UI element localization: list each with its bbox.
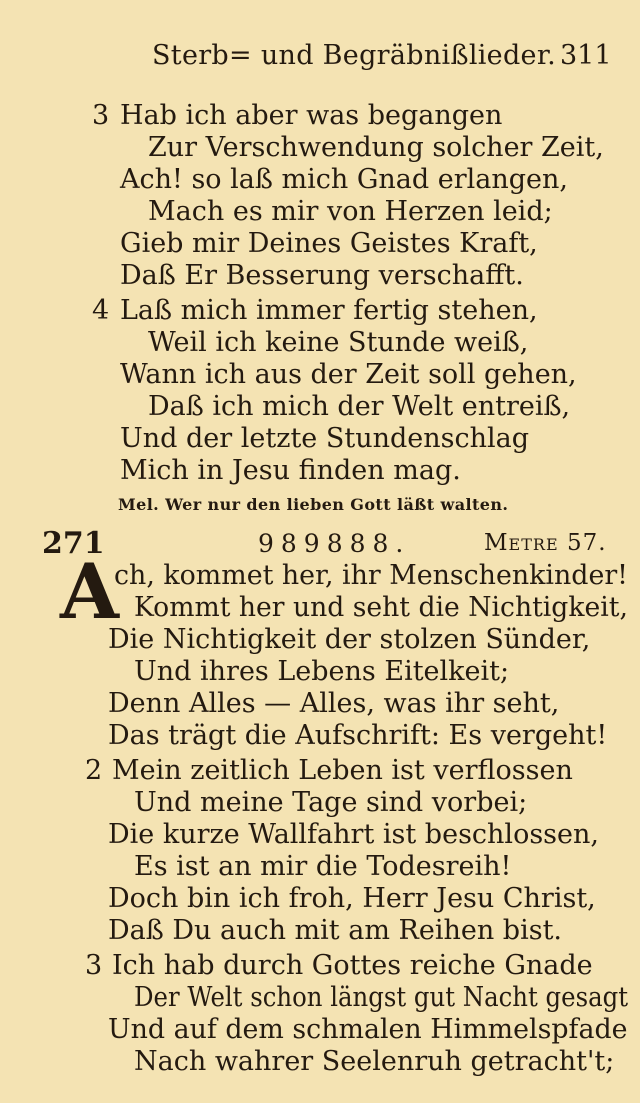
verse-line: Hab ich aber was begangen bbox=[120, 100, 503, 131]
verse-line: Doch bin ich froh, Herr Jesu Christ, bbox=[108, 883, 596, 914]
verse-line: ch, kommet her, ihr Menschenkinder! bbox=[114, 560, 628, 591]
verse-line: Es ist an mir die Todesreih! bbox=[134, 851, 512, 882]
syllable-meter: 989888. bbox=[258, 529, 411, 558]
verse-line: Ach! so laß mich Gnad erlangen, bbox=[120, 164, 568, 195]
verse-line: Nach wahrer Seelenruh getracht't; bbox=[134, 1046, 615, 1077]
verse-line: Daß Er Besserung verschafft. bbox=[120, 260, 524, 291]
verse-line: Mein zeitlich Leben ist verflossen bbox=[112, 755, 573, 786]
drop-cap: A bbox=[60, 547, 119, 636]
metre-label: Metre 57. bbox=[484, 530, 607, 556]
stanza-number: 4 bbox=[92, 295, 110, 326]
verse-line: Und der letzte Stundenschlag bbox=[120, 423, 530, 454]
verse-line: Das trägt die Aufschrift: Es vergeht! bbox=[108, 720, 608, 751]
verse-line: Die Nichtigkeit der stolzen Sünder, bbox=[108, 624, 591, 655]
verse-line: Daß Du auch mit am Reihen bist. bbox=[108, 915, 563, 946]
verse-line: Und meine Tage sind vorbei; bbox=[134, 787, 528, 818]
verse-line: Laß mich immer fertig stehen, bbox=[120, 295, 538, 326]
page-number: 311 bbox=[560, 40, 612, 71]
verse-line: Zur Verschwendung solcher Zeit, bbox=[148, 132, 604, 163]
page-header bbox=[0, 40, 640, 80]
verse-line: Daß ich mich der Welt entreiß, bbox=[148, 391, 571, 422]
stanza-number: 3 bbox=[92, 100, 110, 131]
melody-reference: Mel. Wer nur den lieben Gott läßt walten. bbox=[118, 495, 509, 514]
verse-line: Ich hab durch Gottes reiche Gnade bbox=[112, 950, 593, 981]
verse-line: Gieb mir Deines Geistes Kraft, bbox=[120, 228, 538, 259]
verse-line: Wann ich aus der Zeit soll gehen, bbox=[120, 359, 577, 390]
verse-line: Kommt her und seht die Nichtigkeit, bbox=[134, 592, 628, 623]
stanza-number: 3 bbox=[85, 950, 103, 981]
verse-line: Weil ich keine Stunde weiß, bbox=[148, 327, 529, 358]
verse-line: Mach es mir von Herzen leid; bbox=[148, 196, 553, 227]
verse-line: Mich in Jesu finden mag. bbox=[120, 455, 461, 486]
stanza-number: 2 bbox=[85, 755, 103, 786]
section-title: Sterb= und Begräbnißlieder. bbox=[152, 40, 556, 71]
verse-line: Die kurze Wallfahrt ist beschlossen, bbox=[108, 819, 599, 850]
verse-line: Und ihres Lebens Eitelkeit; bbox=[134, 656, 510, 687]
hymn-number: 271 bbox=[42, 526, 105, 561]
verse-line: Der Welt schon längst gut Nacht gesagt bbox=[134, 982, 629, 1013]
verse-line: Und auf dem schmalen Himmelspfade bbox=[108, 1014, 628, 1045]
verse-line: Denn Alles — Alles, was ihr seht, bbox=[108, 688, 560, 719]
